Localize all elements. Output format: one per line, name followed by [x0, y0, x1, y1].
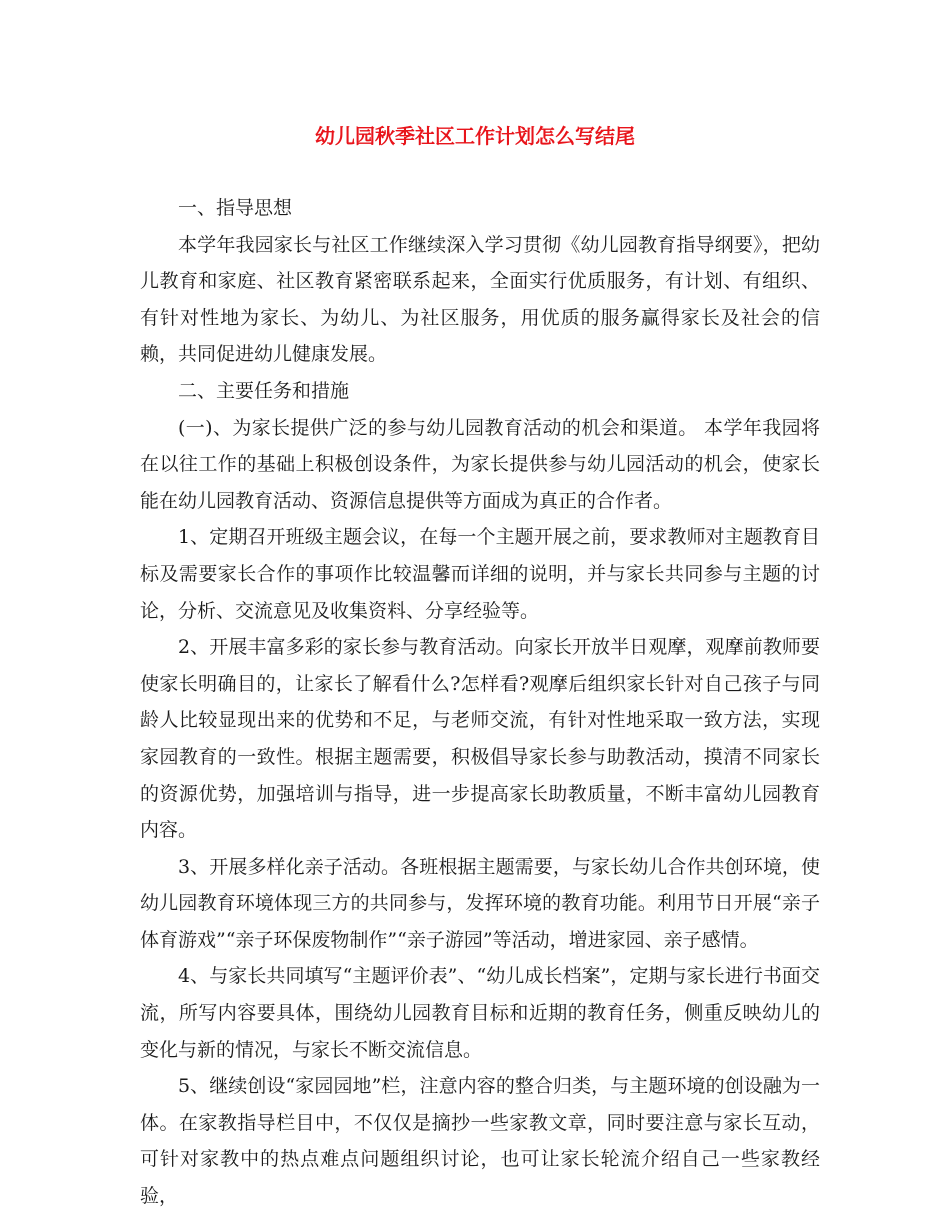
document-body	[140, 190, 820, 1215]
paragraph-guiding-thought: 本学年我园家长与社区工作继续深入学习贯彻《幼儿园教育指导纲要》，把幼儿教育和家庭、社区教育紧密联系起来，全面实行优质服务，有计划、有组织、有针对性地为家长、为幼儿、为社区服务，用优质的服务赢得家长及社会的信赖，共同促进幼儿健康发展。	[140, 233, 820, 366]
heading-guiding-thought: 一、指导思想	[178, 197, 293, 219]
paragraph-item-5: 5、继续创设“家园园地”栏，注意内容的整合归类，与主题环境的创设融为一体。在家教指导栏目中，不仅仅是摘抄一些家教文章，同时要注意与家长互动，可针对家教中的热点难点问题组织讨论，也可让家长轮流介绍自己一些家教经验，	[140, 1075, 820, 1208]
paragraph-item-1: 1、定期召开班级主题会议，在每一个主题开展之前，要求教师对主题教育目标及需要家长合作的事项作比较温馨而详细的说明，并与家长共同参与主题的讨论，分析、交流意见及收集资料、分享经验等。	[140, 526, 820, 622]
paragraph-item-3: 3、开展多样化亲子活动。各班根据主题需要，与家长幼儿合作共创环境，使幼儿园教育环境体现三方的共同参与，发挥环境的教育功能。利用节日开展“亲子体育游戏”“亲子环保废物制作”“亲子游园”等活动，增进家园、亲子感情。	[140, 855, 820, 951]
heading-main-tasks: 二、主要任务和措施	[178, 379, 350, 402]
paragraph-item-4: 4、与家长共同填写“主题评价表”、“幼儿成长档案”，定期与家长进行书面交流，所写内容要具体，围绕幼儿园教育目标和近期的教育任务，侧重反映幼儿的变化与新的情况，与家长不断交流信息。	[140, 965, 820, 1061]
paragraph-task-1: (一)、为家长提供广泛的参与幼儿园教育活动的机会和渠道。 本学年我园将在以往工作的基础上积极创设条件，为家长提供参与幼儿园活动的机会，使家长能在幼儿园教育活动、资源信息提供等方面成为真正的合作者。	[140, 416, 820, 512]
paragraph-item-2: 2、开展丰富多彩的家长参与教育活动。向家长开放半日观摩，观摩前教师要使家长明确目的，让家长了解看什么?怎样看?观摩后组织家长针对自己孩子与同龄人比较显现出来的优势和不足，与老师交流，有针对性地采取一致方法，实现家园教育的一致性。根据主题需要，积极倡导家长参与助教活动，摸清不同家长的资源优势，加强培训与指导，进一步提高家长助教质量，不断丰富幼儿园教育内容。	[140, 636, 820, 842]
document-title: 幼儿园秋季社区工作计划怎么写结尾	[315, 124, 635, 148]
